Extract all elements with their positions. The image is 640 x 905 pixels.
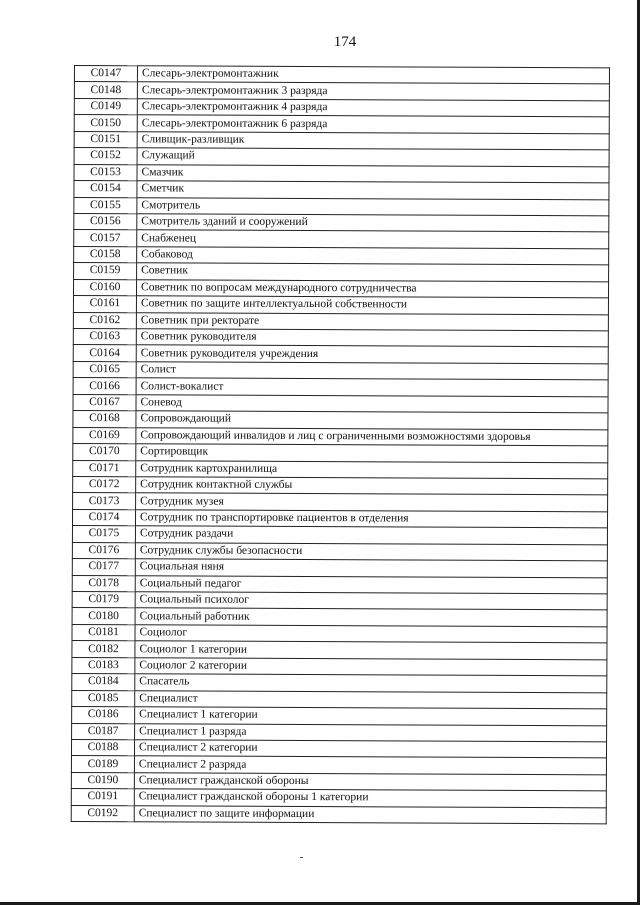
row-occupation-name: Специалист гражданской обороны 1 категории — [134, 789, 606, 807]
row-code: C0158 — [74, 246, 137, 263]
table-row — [72, 641, 607, 660]
table-row — [74, 181, 609, 200]
table-row — [74, 98, 609, 117]
table-row — [74, 131, 609, 150]
row-code: C0183 — [72, 657, 135, 674]
row-code: C0151 — [74, 131, 137, 148]
row-occupation-name: Спасатель — [135, 674, 607, 692]
row-occupation-name: Сметчик — [137, 181, 609, 199]
row-occupation-name: Сотрудник картохранилища — [136, 460, 608, 478]
row-code: C0178 — [72, 575, 135, 592]
table-row — [71, 789, 606, 808]
row-code: C0149 — [74, 98, 137, 115]
row-occupation-name: Советник руководителя — [136, 329, 608, 347]
row-occupation-name: Смотритель зданий и сооружений — [137, 214, 609, 232]
table-row — [74, 164, 609, 183]
row-occupation-name: Смазчик — [137, 164, 609, 182]
row-code: C0181 — [72, 624, 135, 641]
row-occupation-name: Специалист 1 категории — [135, 707, 607, 725]
row-code: C0182 — [72, 641, 135, 658]
row-occupation-name: Советник — [137, 263, 609, 281]
row-code: C0176 — [72, 542, 135, 559]
row-code: C0150 — [74, 115, 137, 132]
row-code: C0171 — [73, 460, 136, 477]
table-row — [73, 476, 608, 495]
table-row — [72, 542, 607, 561]
row-code: C0159 — [74, 263, 137, 280]
row-code: C0155 — [74, 197, 137, 214]
scan-speck — [300, 857, 303, 858]
page-number: 174 — [333, 34, 357, 50]
row-occupation-name: Советник по защите интеллектуальной собственности — [136, 296, 608, 314]
row-occupation-name: Социолог 2 категории — [135, 658, 607, 676]
row-code: C0175 — [72, 526, 135, 543]
table-row — [73, 460, 608, 479]
row-code: C0156 — [74, 213, 137, 230]
row-occupation-name: Сопровождающий инвалидов и лиц с ограниченными возможностями здоровья — [136, 427, 608, 445]
row-occupation-name: Специалист 1 разряда — [135, 723, 607, 741]
row-occupation-name: Сотрудник службы безопасности — [135, 542, 607, 560]
table-row — [73, 411, 608, 430]
row-code: C0190 — [71, 772, 134, 789]
table-row — [73, 427, 608, 446]
table-row — [73, 394, 608, 413]
row-occupation-name: Социальная няня — [135, 559, 607, 577]
table-row — [72, 707, 607, 726]
row-code: C0163 — [73, 328, 136, 345]
row-code: C0153 — [74, 164, 137, 181]
row-code: C0173 — [73, 493, 136, 510]
row-code: C0186 — [72, 707, 135, 724]
table-row — [72, 509, 607, 528]
table-row — [74, 148, 609, 167]
row-code: C0169 — [73, 427, 136, 444]
table-row — [72, 723, 607, 742]
row-occupation-name: Специалист 2 разряда — [134, 756, 606, 774]
table-row — [74, 115, 609, 134]
row-occupation-name: Специалист гражданской обороны — [134, 773, 606, 791]
table-row — [72, 674, 607, 693]
table-row — [74, 82, 609, 101]
row-occupation-name: Смотритель — [137, 197, 609, 215]
row-code: C0179 — [72, 591, 135, 608]
row-occupation-name: Социальный педагог — [135, 575, 607, 593]
row-occupation-name: Снабженец — [137, 230, 609, 248]
row-code: C0184 — [72, 674, 135, 691]
table-row — [73, 328, 608, 347]
row-occupation-name: Слесарь-электромонтажник — [137, 66, 609, 84]
row-occupation-name: Слесарь-электромонтажник 4 разряда — [137, 99, 609, 117]
row-occupation-name: Специалист по защите информации — [134, 805, 606, 823]
row-occupation-name: Соневод — [136, 395, 608, 413]
row-occupation-name: Сотрудник контактной службы — [136, 477, 608, 495]
table-row — [72, 624, 607, 643]
table-row — [73, 444, 608, 463]
row-code: C0172 — [73, 476, 136, 493]
row-code: C0180 — [72, 608, 135, 625]
row-code: C0147 — [74, 66, 137, 83]
table-row — [73, 312, 608, 331]
table-row — [73, 378, 608, 397]
row-occupation-name: Социальный работник — [135, 608, 607, 626]
row-occupation-name: Социолог — [135, 625, 607, 643]
row-occupation-name: Сотрудник музея — [136, 493, 608, 511]
row-occupation-name: Советник по вопросам международного сотрудничества — [136, 279, 608, 297]
table-row — [73, 361, 608, 380]
table-row — [71, 772, 606, 791]
table-body — [71, 66, 609, 824]
table-row — [74, 263, 609, 282]
row-occupation-name: Сотрудник по транспортировке пациентов в отделения — [135, 510, 607, 528]
row-code: C0192 — [71, 805, 134, 822]
row-code: C0160 — [73, 279, 136, 296]
occupation-code-table — [71, 65, 610, 824]
table-row — [71, 739, 606, 758]
row-code: C0170 — [73, 444, 136, 461]
row-occupation-name: Специалист 2 категории — [134, 740, 606, 758]
table-row — [72, 526, 607, 545]
table-row — [72, 690, 607, 709]
table-row — [72, 559, 607, 578]
table-row — [72, 591, 607, 610]
row-occupation-name: Сортировщик — [136, 444, 608, 462]
row-occupation-name: Служащий — [137, 148, 609, 166]
table-row — [72, 608, 607, 627]
table-row — [73, 296, 608, 315]
row-occupation-name: Солист-вокалист — [136, 378, 608, 396]
table-row — [73, 279, 608, 298]
row-code: C0157 — [74, 230, 137, 247]
table-row — [71, 756, 606, 775]
table-row — [74, 66, 609, 85]
row-code: C0161 — [73, 296, 136, 313]
row-code: C0187 — [72, 723, 135, 740]
table-row — [74, 246, 609, 265]
row-code: C0168 — [73, 411, 136, 428]
row-occupation-name: Социальный психолог — [135, 592, 607, 610]
row-code: C0185 — [72, 690, 135, 707]
row-code: C0166 — [73, 378, 136, 395]
row-code: C0164 — [73, 345, 136, 362]
row-occupation-name: Собаковод — [137, 247, 609, 265]
row-code: C0152 — [74, 148, 137, 165]
row-occupation-name: Советник при ректорате — [136, 312, 608, 330]
table-row — [74, 213, 609, 232]
row-occupation-name: Сопровождающий — [136, 411, 608, 429]
row-occupation-name: Сотрудник раздачи — [135, 526, 607, 544]
row-code: C0165 — [73, 361, 136, 378]
row-code: C0154 — [74, 181, 137, 198]
row-code: C0188 — [71, 739, 134, 756]
table-row — [74, 230, 609, 249]
row-occupation-name: Советник руководителя учреждения — [136, 345, 608, 363]
row-code: C0174 — [72, 509, 135, 526]
row-code: C0148 — [74, 82, 137, 99]
row-code: C0191 — [71, 789, 134, 806]
row-code: C0162 — [73, 312, 136, 329]
row-code: C0167 — [73, 394, 136, 411]
row-occupation-name: Слесарь-электромонтажник 6 разряда — [137, 115, 609, 133]
table-row — [74, 197, 609, 216]
row-code: C0189 — [71, 756, 134, 773]
row-code: C0177 — [72, 559, 135, 576]
row-occupation-name: Слесарь-электромонтажник 3 разряда — [137, 82, 609, 100]
table-row — [71, 805, 606, 824]
table-row — [73, 345, 608, 364]
row-occupation-name: Специалист — [135, 690, 607, 708]
table-row — [73, 493, 608, 512]
row-occupation-name: Сливщик-разливщик — [137, 132, 609, 150]
table-row — [72, 575, 607, 594]
row-occupation-name: Социолог 1 категории — [135, 641, 607, 659]
row-occupation-name: Солист — [136, 362, 608, 380]
table-row — [72, 657, 607, 676]
